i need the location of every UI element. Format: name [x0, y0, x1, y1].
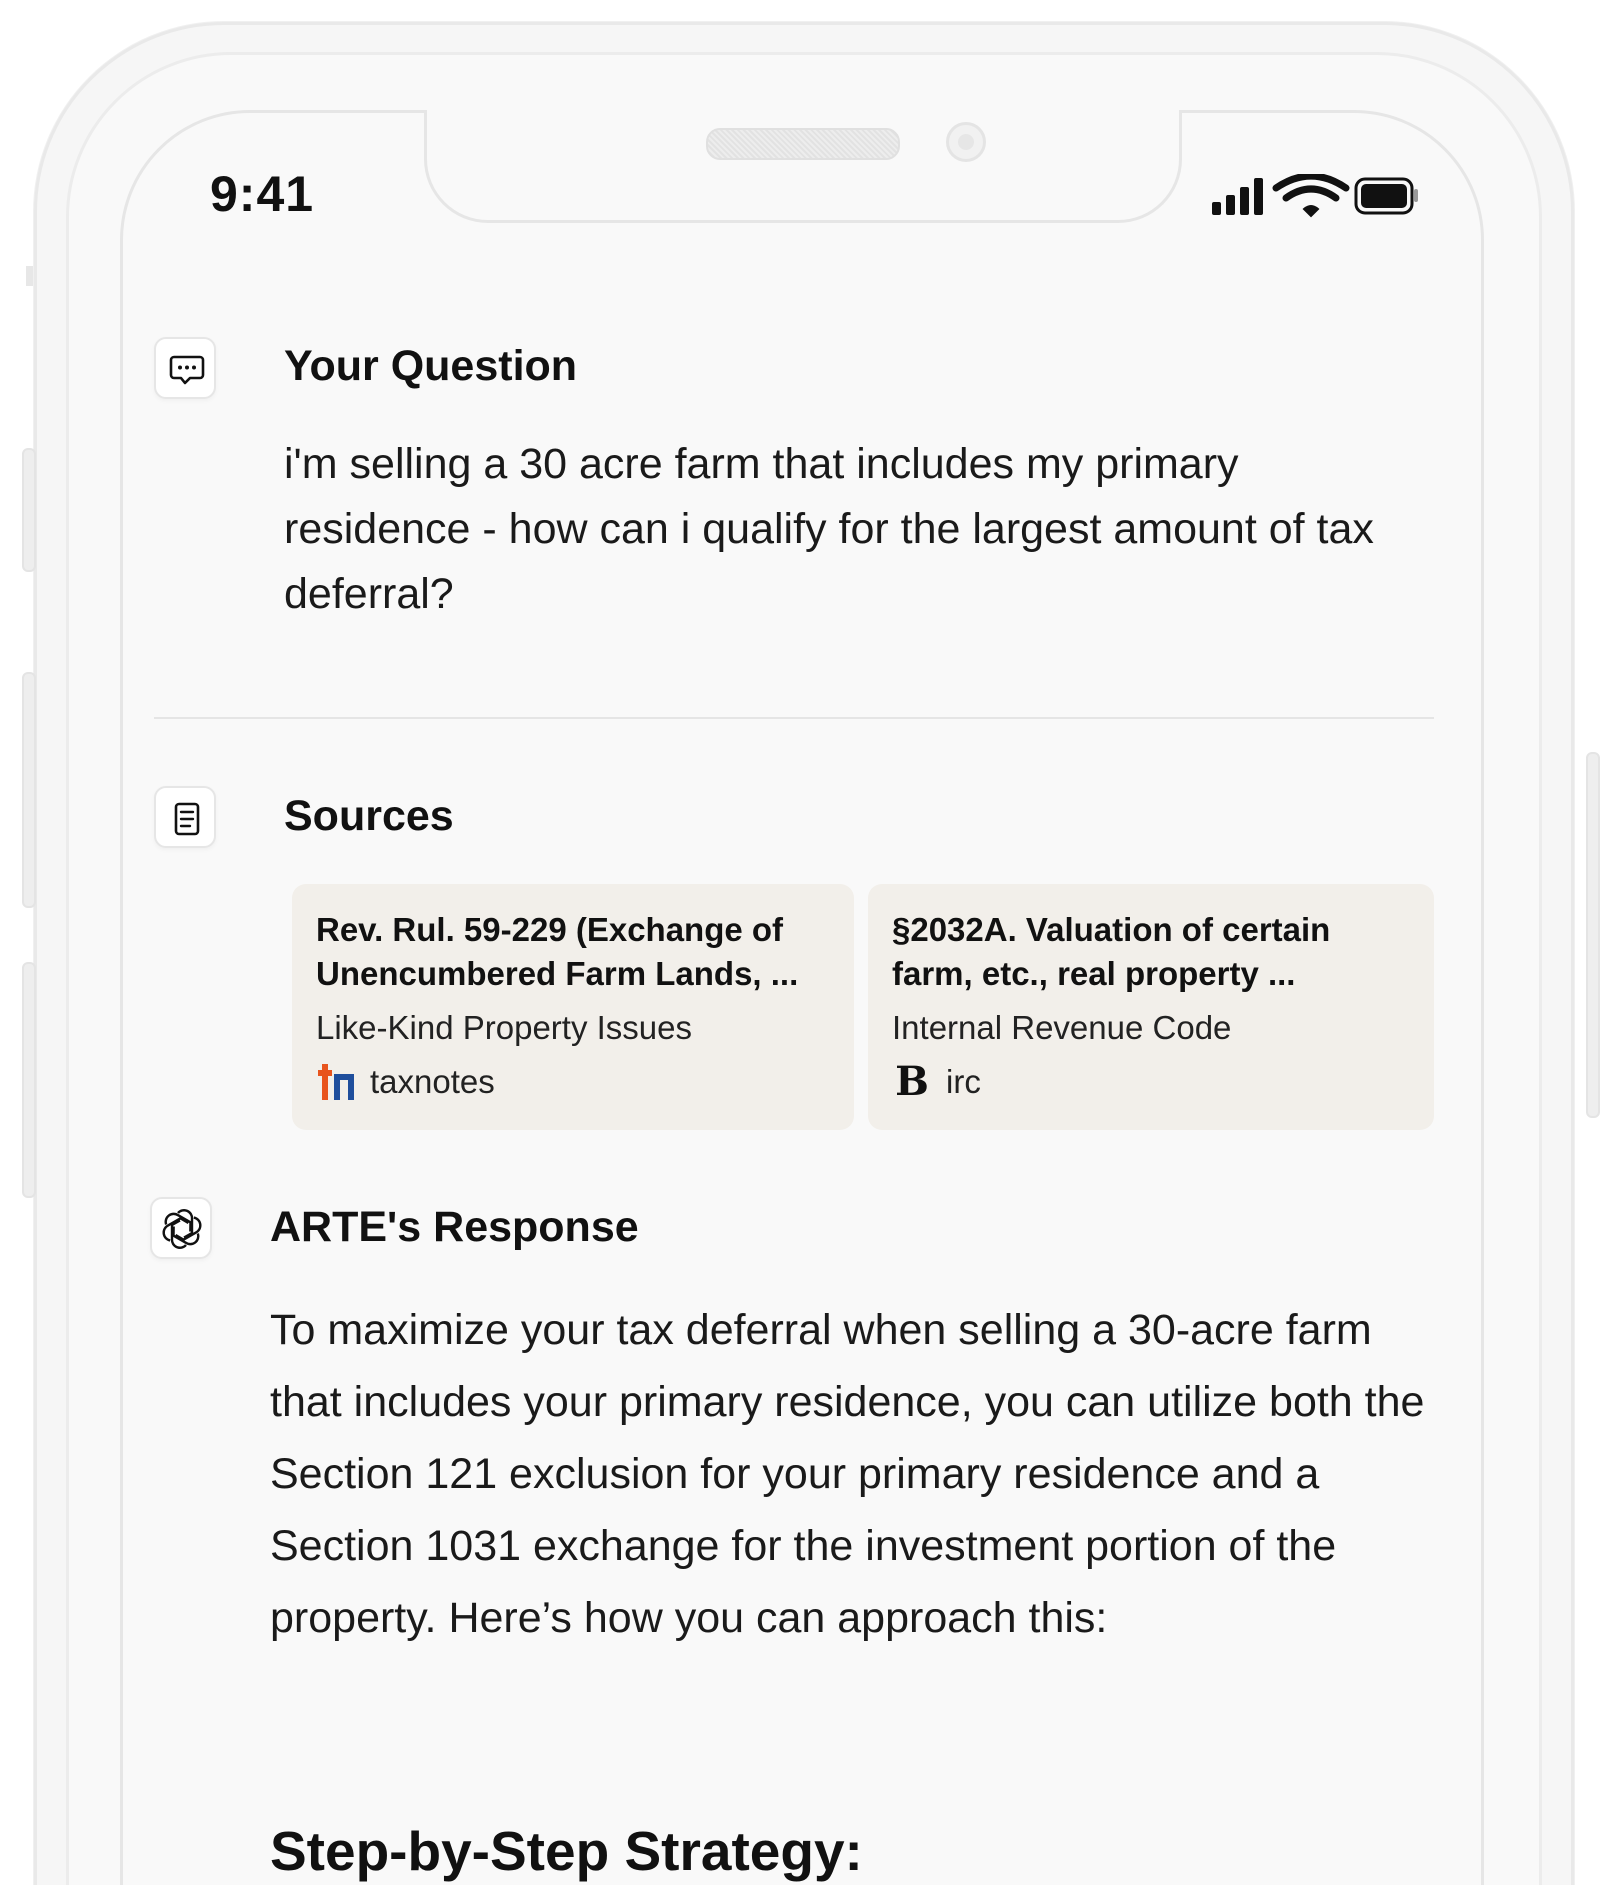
step-by-step-heading: Step-by-Step Strategy:: [270, 1820, 863, 1882]
question-text: i'm selling a 30 acre farm that includes my primary residence - how can i qualify for the largest amount of tax deferral?: [284, 440, 1374, 618]
phone-notch: [424, 110, 1182, 223]
taxnotes-logo-icon: [316, 1062, 356, 1102]
volume-up-button: [22, 672, 36, 908]
volume-down-button: [22, 962, 36, 1198]
section-divider: [154, 717, 1434, 719]
ai-logo-icon: [162, 1209, 202, 1249]
source-publisher: [316, 1060, 830, 1104]
mute-switch: [22, 448, 36, 572]
source-subtitle: Internal Revenue Code: [892, 1009, 1232, 1046]
document-icon: [168, 800, 206, 838]
power-button: [1586, 752, 1600, 1118]
irc-logo-icon: B: [895, 1058, 929, 1105]
source-title: Rev. Rul. 59-229 (Exchange of Unencumbered Farm Lands, ...: [316, 911, 799, 992]
battery-icon: [1356, 179, 1418, 213]
source-card[interactable]: [292, 884, 854, 1130]
cellular-signal-icon: [1212, 178, 1263, 215]
source-title: §2032A. Valuation of certain farm, etc., real property ...: [892, 911, 1331, 992]
source-publisher-name: taxnotes: [370, 1063, 495, 1100]
status-icons: [1196, 174, 1420, 218]
source-card[interactable]: [868, 884, 1434, 1130]
response-text: To maximize your tax deferral when selling a 30-acre farm that includes your primary residence, you can utilize both the Section 121 exclusion for your primary residence and a Section 1031 exchange for the investment portion of the property. Here’s how you can approach this:: [270, 1306, 1425, 1642]
sources-heading: Sources: [284, 792, 454, 840]
source-publisher: [892, 1060, 1410, 1104]
response-icon-box: [150, 1197, 212, 1259]
question-heading: Your Question: [284, 342, 578, 390]
source-subtitle: Like-Kind Property Issues: [316, 1009, 693, 1046]
status-time: 9:41: [210, 166, 315, 222]
question-icon-box: [154, 337, 216, 399]
wifi-icon: [1276, 176, 1346, 216]
earpiece-speaker: [706, 128, 900, 160]
chat-bubble-icon: [168, 351, 206, 389]
front-camera: [946, 122, 986, 162]
sources-icon-box: [154, 786, 216, 848]
response-heading: ARTE's Response: [270, 1203, 639, 1251]
source-publisher-name: irc: [946, 1063, 981, 1100]
